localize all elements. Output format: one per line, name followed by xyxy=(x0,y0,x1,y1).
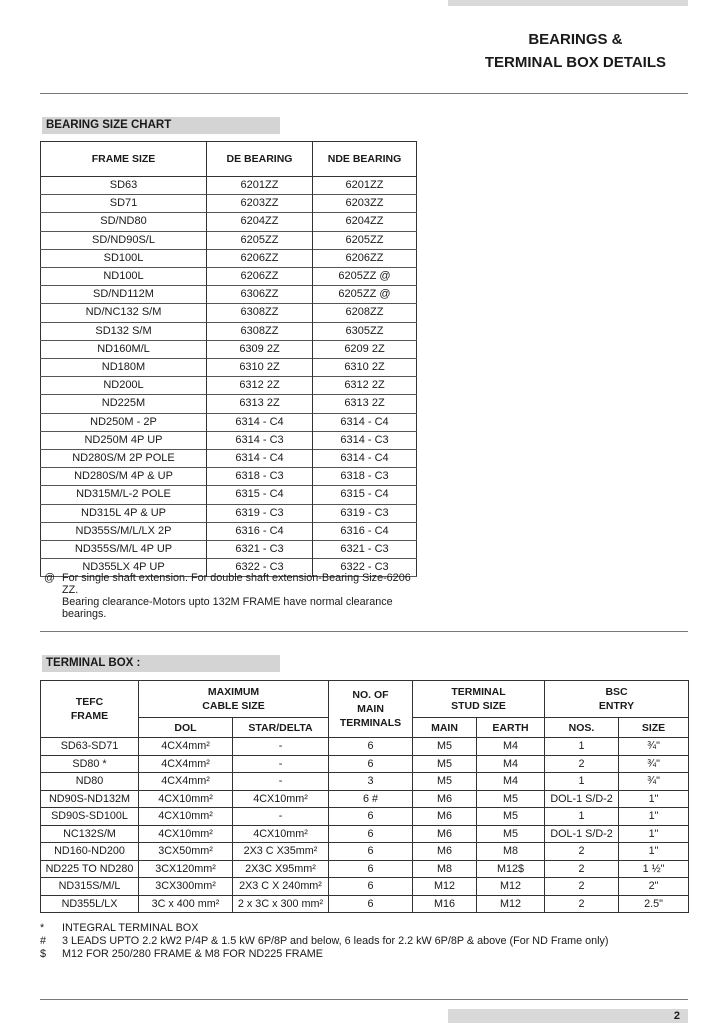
dol-cell: 4CX10mm² xyxy=(139,790,233,808)
main-terminals-cell: 6 xyxy=(329,755,413,773)
frame-size-cell: ND180M xyxy=(101,361,146,374)
bearing-note-line-1: For single shaft extension. For double shaft extension-Bearing Size-6206 xyxy=(62,572,411,584)
main-stud-cell: M12 xyxy=(413,878,477,896)
earth-stud-cell: M4 xyxy=(477,773,545,791)
star-delta-cell: 2X3 C X 240mm² xyxy=(233,878,329,896)
de-bearing-cell: 6204ZZ xyxy=(207,213,313,231)
bsc-size-cell: 1 ½" xyxy=(619,860,689,878)
de-bearing-cell: 6314 - C4 xyxy=(207,450,313,468)
frame-cell: SD90S-SD100L xyxy=(41,808,139,826)
frame-size-cell: SD63 xyxy=(109,179,138,191)
stud-size-line-2: STUD SIZE xyxy=(451,700,506,712)
table-row xyxy=(41,895,689,913)
table-row xyxy=(41,377,417,395)
bearing-note xyxy=(62,572,411,620)
column-header-frame-size: FRAME SIZE xyxy=(41,142,207,177)
max-cable-line-1: MAXIMUM xyxy=(207,686,260,698)
column-header-earth: EARTH xyxy=(477,718,545,738)
main-terminals-header xyxy=(329,681,413,738)
frame-size-cell: ND100L xyxy=(103,270,144,283)
footnote-symbol: # xyxy=(40,935,47,947)
frame-size-cell: ND355LX 4P UP xyxy=(82,561,165,574)
bsc-nos-cell: 2 xyxy=(545,843,619,861)
table-row xyxy=(41,249,417,267)
footnote xyxy=(40,935,609,948)
table-row xyxy=(41,541,417,559)
page-title-line-2: TERMINAL BOX DETAILS xyxy=(484,54,666,71)
frame-size-cell: ND250M 4P UP xyxy=(84,433,163,446)
table-row xyxy=(41,878,689,896)
main-terminals-cell: 6 xyxy=(329,843,413,861)
nde-bearing-cell: 6313 2Z xyxy=(313,395,417,413)
star-delta-cell: - xyxy=(233,773,329,791)
footnote xyxy=(40,922,609,935)
star-delta-cell: 2 x 3C x 300 mm² xyxy=(233,895,329,913)
star-delta-cell: 2X3 C X35mm² xyxy=(233,843,329,861)
star-delta-cell: - xyxy=(233,738,329,756)
dol-cell: 4CX10mm² xyxy=(139,825,233,843)
bsc-size-cell: ¾" xyxy=(619,773,689,791)
column-header-main: MAIN xyxy=(413,718,477,738)
main-stud-cell: M6 xyxy=(413,790,477,808)
de-bearing-cell: 6314 - C3 xyxy=(207,431,313,449)
dol-cell: 4CX4mm² xyxy=(139,755,233,773)
nde-bearing-cell: 6203ZZ xyxy=(313,195,417,213)
frame-size-cell: ND280S/M 2P POLE xyxy=(72,452,175,465)
frame-cell: ND315S/M/L xyxy=(41,878,139,896)
dol-cell: 3CX50mm² xyxy=(139,843,233,861)
frame-cell: NC132S/M xyxy=(41,825,139,843)
earth-stud-cell: M12$ xyxy=(477,860,545,878)
dol-cell: 3CX300mm² xyxy=(139,878,233,896)
table-row xyxy=(41,359,417,377)
de-bearing-cell: 6310 2Z xyxy=(207,359,313,377)
footnote xyxy=(40,948,609,961)
nde-bearing-cell: 6206ZZ xyxy=(313,249,417,267)
main-stud-cell: M6 xyxy=(413,825,477,843)
table-row xyxy=(41,522,417,540)
dol-cell: 3CX120mm² xyxy=(139,860,233,878)
nde-bearing-cell: 6314 - C3 xyxy=(313,431,417,449)
footnotes xyxy=(40,922,609,961)
nde-bearing-cell: 6314 - C4 xyxy=(313,413,417,431)
frame-size-cell: ND160M/L xyxy=(97,342,150,355)
main-stud-cell: M6 xyxy=(413,808,477,826)
main-terminals-cell: 6 xyxy=(329,860,413,878)
table-row xyxy=(41,860,689,878)
de-bearing-cell: 6316 - C4 xyxy=(207,522,313,540)
bsc-entry-line-1: BSC xyxy=(605,686,628,698)
bsc-size-cell: ¾" xyxy=(619,738,689,756)
bsc-size-cell: 2" xyxy=(619,878,689,896)
bsc-entry-header xyxy=(545,681,689,718)
footnote-text: INTEGRAL TERMINAL BOX xyxy=(62,922,199,934)
dol-cell: 4CX4mm² xyxy=(139,773,233,791)
main-stud-cell: M5 xyxy=(413,738,477,756)
table-row xyxy=(41,450,417,468)
frame-cell: SD63-SD71 xyxy=(41,738,139,756)
earth-stud-cell: M8 xyxy=(477,843,545,861)
table-row xyxy=(41,195,417,213)
max-cable-header xyxy=(139,681,329,718)
de-bearing-cell: 6315 - C4 xyxy=(207,486,313,504)
table-row xyxy=(41,413,417,431)
table-row xyxy=(41,825,689,843)
frame-cell: ND90S-ND132M xyxy=(41,790,139,808)
stud-size-line-1: TERMINAL xyxy=(451,686,506,698)
page-title xyxy=(485,28,666,74)
frame-size-cell: SD/ND90S/L xyxy=(92,233,155,246)
star-delta-cell: - xyxy=(233,755,329,773)
header-divider xyxy=(40,93,688,94)
table-row xyxy=(41,268,417,286)
terminal-section-heading: TERMINAL BOX : xyxy=(42,655,280,672)
table-row xyxy=(41,755,689,773)
frame-cell: SD80 * xyxy=(41,755,139,773)
de-bearing-cell: 6205ZZ xyxy=(207,231,313,249)
table-row xyxy=(41,843,689,861)
main-terminals-line-3: TERMINALS xyxy=(339,717,402,729)
nde-bearing-cell: 6205ZZ xyxy=(313,231,417,249)
footer-band xyxy=(448,1009,688,1023)
frame-size-cell: ND280S/M 4P & UP xyxy=(74,470,173,483)
earth-stud-cell: M5 xyxy=(477,825,545,843)
de-bearing-cell: 6313 2Z xyxy=(207,395,313,413)
de-bearing-cell: 6308ZZ xyxy=(207,304,313,322)
main-terminals-cell: 6 xyxy=(329,895,413,913)
star-delta-cell: 4CX10mm² xyxy=(233,790,329,808)
frame-size-cell: ND355S/M/L/LX 2P xyxy=(75,524,172,537)
frame-cell: ND355L/LX xyxy=(41,895,139,913)
frame-size-cell: ND355S/M/L 4P UP xyxy=(74,543,173,556)
main-terminals-line-1: NO. OF xyxy=(352,689,389,701)
tefc-frame-header xyxy=(41,681,139,738)
de-bearing-cell: 6201ZZ xyxy=(207,177,313,195)
main-terminals-line-2: MAIN xyxy=(357,703,384,715)
star-delta-cell: 4CX10mm² xyxy=(233,825,329,843)
bsc-nos-cell: 2 xyxy=(545,878,619,896)
main-terminals-cell: 3 xyxy=(329,773,413,791)
de-bearing-cell: 6308ZZ xyxy=(207,322,313,340)
terminal-box-table xyxy=(40,680,689,913)
frame-size-cell: SD/ND80 xyxy=(100,215,147,228)
header-band xyxy=(448,0,688,6)
main-stud-cell: M5 xyxy=(413,773,477,791)
nde-bearing-cell: 6319 - C3 xyxy=(313,504,417,522)
bsc-entry-line-2: ENTRY xyxy=(598,700,635,712)
star-delta-cell: 2X3C X95mm² xyxy=(233,860,329,878)
table-row xyxy=(41,304,417,322)
table-row xyxy=(41,213,417,231)
frame-size-cell: ND200L xyxy=(103,379,144,392)
dol-cell: 4CX10mm² xyxy=(139,808,233,826)
nde-bearing-cell: 6315 - C4 xyxy=(313,486,417,504)
page-title-line-1: BEARINGS & xyxy=(528,31,623,48)
main-terminals-cell: 6 xyxy=(329,878,413,896)
dol-cell: 4CX4mm² xyxy=(139,738,233,756)
footnote-text: 3 LEADS UPTO 2.2 kW2 P/4P & 1.5 kW 6P/8P and below, 6 leads for 2.2 kW 6P/8P & above (For ND Frame only) xyxy=(62,935,609,947)
table-row xyxy=(41,177,417,195)
main-terminals-cell: 6 xyxy=(329,738,413,756)
bearing-note-line-3: Bearing clearance-Motors upto 132M FRAME have normal clearance xyxy=(62,596,393,608)
bsc-size-cell: 1" xyxy=(619,825,689,843)
bearing-note-line-4: bearings. xyxy=(62,608,107,620)
nde-bearing-cell: 6314 - C4 xyxy=(313,450,417,468)
de-bearing-cell: 6322 - C3 xyxy=(207,559,313,577)
main-terminals-cell: 6 # xyxy=(329,790,413,808)
frame-size-cell: SD/ND112M xyxy=(93,288,154,301)
bsc-nos-cell: 2 xyxy=(545,755,619,773)
nde-bearing-cell: 6310 2Z xyxy=(313,359,417,377)
frame-cell: ND225 TO ND280 xyxy=(41,860,139,878)
earth-stud-cell: M12 xyxy=(477,895,545,913)
column-header-dol: DOL xyxy=(139,718,233,738)
de-bearing-cell: 6321 - C3 xyxy=(207,541,313,559)
column-header-nos: NOS. xyxy=(545,718,619,738)
frame-size-cell: ND/NC132 S/M xyxy=(85,306,162,319)
nde-bearing-cell: 6208ZZ xyxy=(313,304,417,322)
bsc-size-cell: ¾" xyxy=(619,755,689,773)
bsc-size-cell: 2.5" xyxy=(619,895,689,913)
column-header-size: SIZE xyxy=(619,718,689,738)
main-terminals-cell: 6 xyxy=(329,825,413,843)
nde-bearing-cell: 6321 - C3 xyxy=(313,541,417,559)
bearing-note-line-2: ZZ. xyxy=(62,584,79,596)
nde-bearing-cell: 6316 - C4 xyxy=(313,522,417,540)
star-delta-cell: - xyxy=(233,808,329,826)
bsc-nos-cell: 1 xyxy=(545,738,619,756)
column-header-nde-bearing: NDE BEARING xyxy=(313,142,417,177)
footer-divider xyxy=(40,999,688,1000)
nde-bearing-cell: 6322 - C3 xyxy=(313,559,417,577)
main-stud-cell: M8 xyxy=(413,860,477,878)
nde-bearing-cell: 6312 2Z xyxy=(313,377,417,395)
main-terminals-cell: 6 xyxy=(329,808,413,826)
bearing-note-symbol: @ xyxy=(44,572,55,584)
bearing-table-header xyxy=(41,142,417,177)
frame-size-cell: SD71 xyxy=(109,197,138,210)
table-row xyxy=(41,738,689,756)
table-row xyxy=(41,773,689,791)
table-row xyxy=(41,808,689,826)
de-bearing-cell: 6319 - C3 xyxy=(207,504,313,522)
earth-stud-cell: M5 xyxy=(477,808,545,826)
main-stud-cell: M16 xyxy=(413,895,477,913)
frame-size-cell: ND315L 4P & UP xyxy=(81,506,166,519)
bsc-nos-cell: 1 xyxy=(545,773,619,791)
nde-bearing-cell: 6201ZZ xyxy=(313,177,417,195)
earth-stud-cell: M4 xyxy=(477,738,545,756)
table-row xyxy=(41,395,417,413)
max-cable-line-2: CABLE SIZE xyxy=(202,700,265,712)
nde-bearing-cell: 6209 2Z xyxy=(313,340,417,358)
table-row xyxy=(41,231,417,249)
column-header-star-delta: STAR/DELTA xyxy=(233,718,329,738)
frame-size-cell: ND250M - 2P xyxy=(90,415,157,428)
frame-size-cell: ND225M xyxy=(101,397,146,410)
table-row xyxy=(41,504,417,522)
bsc-nos-cell: 2 xyxy=(545,895,619,913)
de-bearing-cell: 6306ZZ xyxy=(207,286,313,304)
main-stud-cell: M5 xyxy=(413,755,477,773)
earth-stud-cell: M4 xyxy=(477,755,545,773)
table-row xyxy=(41,286,417,304)
de-bearing-cell: 6318 - C3 xyxy=(207,468,313,486)
bsc-size-cell: 1" xyxy=(619,790,689,808)
column-header-de-bearing: DE BEARING xyxy=(207,142,313,177)
nde-bearing-cell: 6305ZZ xyxy=(313,322,417,340)
earth-stud-cell: M5 xyxy=(477,790,545,808)
stud-size-header xyxy=(413,681,545,718)
footnote-text: M12 FOR 250/280 FRAME & M8 FOR ND225 FRAME xyxy=(62,948,323,960)
table-row xyxy=(41,486,417,504)
nde-bearing-cell: 6318 - C3 xyxy=(313,468,417,486)
table-row xyxy=(41,468,417,486)
bearing-section-heading: BEARING SIZE CHART xyxy=(42,117,280,134)
footnote-symbol: * xyxy=(40,922,45,934)
de-bearing-cell: 6314 - C4 xyxy=(207,413,313,431)
bsc-nos-cell: DOL-1 S/D-2 xyxy=(545,825,619,843)
table-row xyxy=(41,431,417,449)
main-stud-cell: M6 xyxy=(413,843,477,861)
de-bearing-cell: 6206ZZ xyxy=(207,268,313,286)
bsc-nos-cell: DOL-1 S/D-2 xyxy=(545,790,619,808)
frame-size-cell: SD100L xyxy=(103,251,144,264)
frame-size-cell: ND315M/L-2 POLE xyxy=(76,488,171,501)
tefc-label: TEFC xyxy=(75,696,104,708)
frame-cell: ND80 xyxy=(41,773,139,791)
frame-label: FRAME xyxy=(70,710,109,722)
bsc-size-cell: 1" xyxy=(619,843,689,861)
nde-bearing-cell: 6204ZZ xyxy=(313,213,417,231)
frame-size-cell: SD132 S/M xyxy=(95,324,152,337)
nde-bearing-cell: 6205ZZ @ xyxy=(313,268,417,286)
dol-cell: 3C x 400 mm² xyxy=(139,895,233,913)
frame-cell: ND160-ND200 xyxy=(41,843,139,861)
de-bearing-cell: 6309 2Z xyxy=(207,340,313,358)
footnote-symbol: $ xyxy=(40,948,47,960)
table-row xyxy=(41,340,417,358)
bearing-size-table xyxy=(40,141,417,577)
section-divider xyxy=(40,631,688,632)
de-bearing-cell: 6206ZZ xyxy=(207,249,313,267)
page-number: 2 xyxy=(673,1010,680,1022)
de-bearing-cell: 6312 2Z xyxy=(207,377,313,395)
bsc-nos-cell: 1 xyxy=(545,808,619,826)
table-row xyxy=(41,790,689,808)
nde-bearing-cell: 6205ZZ @ xyxy=(313,286,417,304)
table-row xyxy=(41,322,417,340)
earth-stud-cell: M12 xyxy=(477,878,545,896)
bsc-nos-cell: 2 xyxy=(545,860,619,878)
bsc-size-cell: 1" xyxy=(619,808,689,826)
de-bearing-cell: 6203ZZ xyxy=(207,195,313,213)
